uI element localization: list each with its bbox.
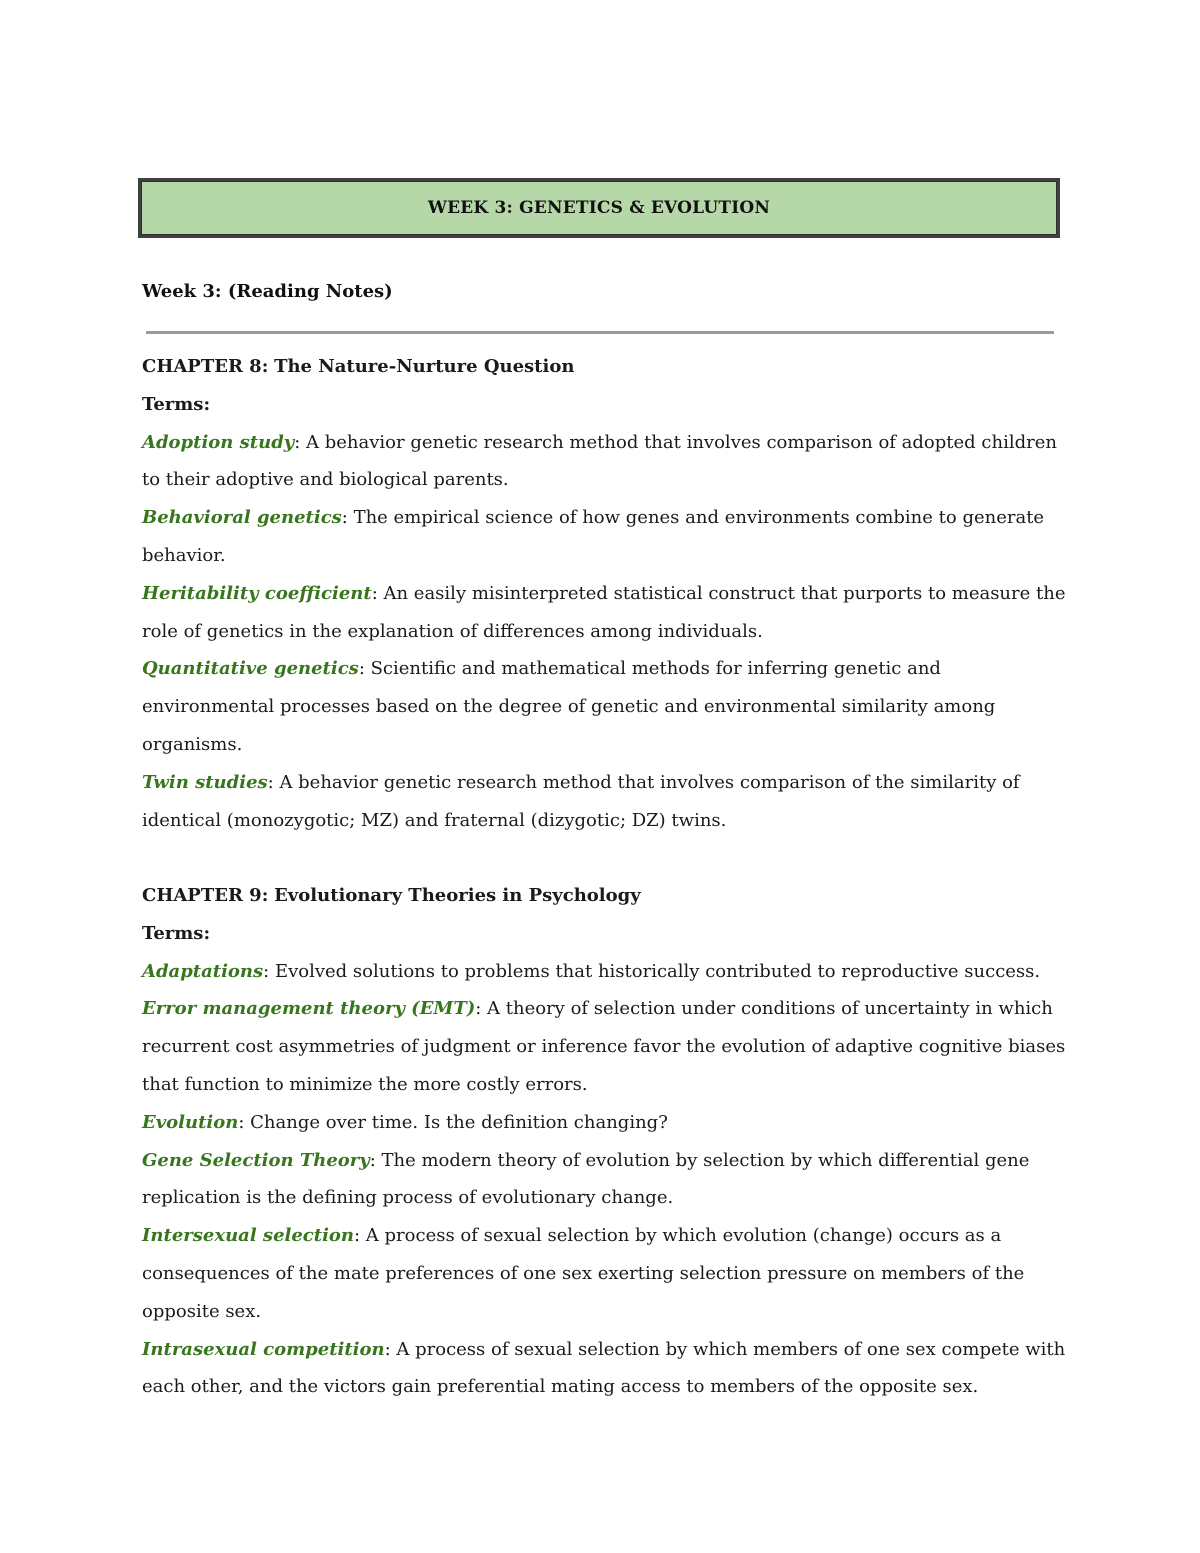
term-name: Heritability coefficient [142,582,372,604]
chapter-title: Evolutionary Theories in Psychology [274,885,641,906]
term-definition: : A behavior genetic research method that involves comparison of the similarity of identical (monozygotic; MZ) and fraternal (dizygotic; DZ) twins. [142,771,1020,831]
term-entry [142,650,1072,763]
term-entry [142,575,1072,651]
term-name: Adaptations [142,960,264,982]
term-definition: : Change over time. Is the definition changing? [238,1111,668,1133]
term-entry [142,1142,1072,1218]
horizontal-divider [146,331,1054,334]
term-definition: : Scientific and mathematical methods for inferring genetic and environmental processes based on the degree of genetic and environmental similarity among organisms. [142,658,996,755]
terms-label: Terms: [142,922,211,944]
term-name: Gene Selection Theory [142,1149,370,1171]
chapter-label: CHAPTER 8: [142,356,269,377]
chapter-heading [142,877,1072,915]
week-label: Week 3: [142,281,222,302]
page-title: WEEK 3: GENETICS & EVOLUTION [427,198,771,218]
chapter-heading [142,348,1072,386]
term-name: Behavioral genetics [142,507,342,529]
term-entry [142,1331,1072,1407]
term-entry [142,764,1072,840]
terms-label: Terms: [142,393,211,415]
term-name: Evolution [142,1111,239,1133]
term-entry [142,1217,1072,1330]
term-name: Adoption study [142,431,295,453]
term-entry [142,1104,1072,1142]
term-definition: : Evolved solutions to problems that historically contributed to reproductive success. [263,960,1041,982]
term-name: Error management theory (EMT) [142,998,476,1020]
term-name: Intrasexual competition [142,1338,385,1360]
week-subtitle [142,281,393,302]
term-definition: : A behavior genetic research method that involves comparison of adopted children to their adoptive and biological parents. [142,431,1057,491]
chapter-label: CHAPTER 9: [142,885,269,906]
reading-notes-label: (Reading Notes) [227,281,393,302]
term-name: Intersexual selection [142,1225,355,1247]
chapter-9-section [142,877,1072,1406]
term-definition: : A process of sexual selection by which evolution (change) occurs as a consequences of the mate preferences of one sex exerting selection pressure on members of the opposite sex. [142,1225,1025,1322]
term-entry [142,424,1072,500]
title-banner [138,178,1060,238]
term-entry [142,990,1072,1103]
chapter-title: The Nature-Nurture Question [274,356,575,377]
term-definition: : The empirical science of how genes and environments combine to generate behavior. [142,507,1045,566]
chapter-8-section [142,348,1072,839]
term-definition: : The modern theory of evolution by selection by which differential gene replication is the defining process of evolutionary change. [142,1149,1030,1209]
term-definition: : A process of sexual selection by which members of one sex compete with each other, and the victors gain preferential mating access to members of the opposite sex. [142,1338,1066,1398]
term-name: Quantitative genetics [142,658,359,680]
term-entry [142,499,1072,575]
term-entry [142,953,1072,991]
term-definition: : A theory of selection under conditions of uncertainty in which recurrent cost asymmetries of judgment or inference favor the evolution of adaptive cognitive biases that function to minimize the more costly errors. [142,998,1066,1095]
term-name: Twin studies [142,771,268,793]
term-definition: : An easily misinterpreted statistical construct that purports to measure the role of genetics in the explanation of differences among individuals. [142,582,1066,642]
